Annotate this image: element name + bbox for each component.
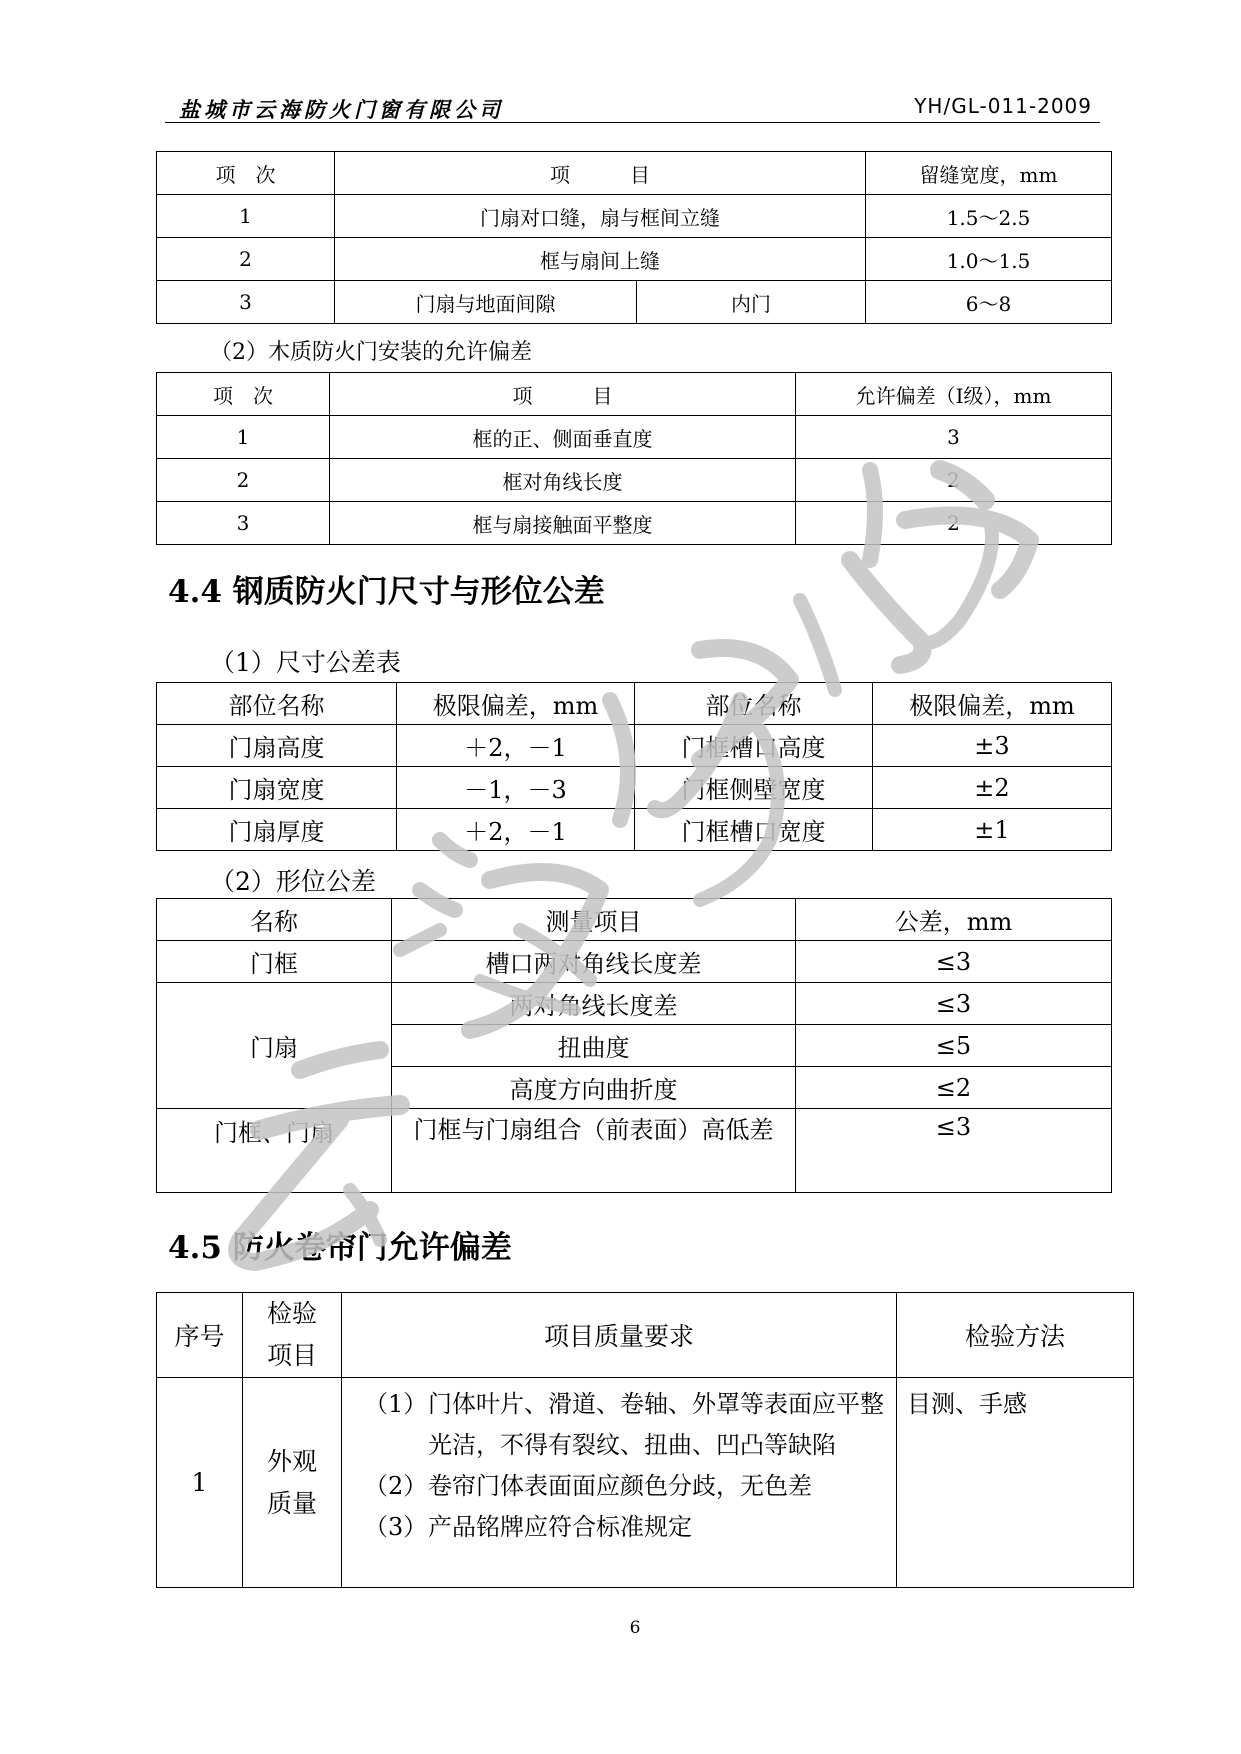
- header-method: 检验方法: [897, 1293, 1134, 1378]
- row-value: 2: [796, 502, 1112, 545]
- cell-no: 1: [157, 1378, 243, 1588]
- table-header-row: [157, 1293, 1134, 1378]
- requirement-list: [342, 1378, 897, 1588]
- cell-method: 目测、手感: [897, 1378, 1134, 1588]
- row-no: 3: [157, 502, 330, 545]
- list-text: 门体叶片、滑道、卷轴、外罩等表面应平整光洁，不得有裂纹、扭曲、凹凸等缺陷: [428, 1390, 884, 1459]
- cell-measure: 槽口两对角线长度差: [392, 941, 796, 983]
- table-row: [157, 1109, 1112, 1193]
- header-tolerance: 公差，mm: [796, 899, 1112, 941]
- caption-wood-door: （2）木质防火门安装的允许偏差: [210, 340, 532, 365]
- row-item: 门扇与地面间隙: [335, 281, 637, 324]
- section-heading-4-4: 4.4 钢质防火门尺寸与形位公差: [168, 574, 605, 610]
- rolling-door-table: [156, 1292, 1134, 1588]
- table-row: [157, 1378, 1134, 1588]
- table-header-row: [157, 152, 1112, 195]
- cell-name: 门框、门扇: [157, 1109, 392, 1193]
- cell-deviation: ±1: [873, 809, 1112, 851]
- header-value: 允许偏差（Ⅰ级），mm: [796, 373, 1112, 416]
- row-item: 框对角线长度: [330, 459, 796, 502]
- page-header: [165, 92, 1100, 123]
- wood-door-deviation-table: [156, 372, 1112, 545]
- row-item: 框的正、侧面垂直度: [330, 416, 796, 459]
- list-item: [364, 1507, 890, 1548]
- row-no: 2: [157, 238, 335, 281]
- list-number: （3）: [364, 1513, 428, 1541]
- header-no: 序号: [157, 1293, 243, 1378]
- table-row: [157, 459, 1112, 502]
- cell-name: 门扇: [157, 983, 392, 1109]
- header-value: 留缝宽度，mm: [866, 152, 1112, 195]
- cell-deviation: ＋2，－1: [397, 725, 635, 767]
- cell-part: 门框侧壁宽度: [635, 767, 873, 809]
- header-part: 部位名称: [635, 683, 873, 725]
- row-value: 1.0～1.5: [866, 238, 1112, 281]
- header-item: 项 目: [335, 152, 866, 195]
- table-row: [157, 281, 1112, 324]
- cell-part: 门扇宽度: [157, 767, 397, 809]
- header-deviation: 极限偏差，mm: [873, 683, 1112, 725]
- document-code: YH/GL-011-2009: [914, 94, 1092, 118]
- cell-part: 门扇厚度: [157, 809, 397, 851]
- header-deviation: 极限偏差，mm: [397, 683, 635, 725]
- cell-measure: 扭曲度: [392, 1025, 796, 1067]
- cell-part: 门框槽口宽度: [635, 809, 873, 851]
- list-text: 卷帘门体表面面应颜色分歧，无色差: [428, 1472, 812, 1500]
- cell-deviation: ±2: [873, 767, 1112, 809]
- row-no: 2: [157, 459, 330, 502]
- table-row: [157, 725, 1112, 767]
- list-text: 产品铭牌应符合标准规定: [428, 1513, 692, 1541]
- row-value: 2: [796, 459, 1112, 502]
- cell-measure: 两对角线长度差: [392, 983, 796, 1025]
- table-header-row: [157, 373, 1112, 416]
- header-item: 项 目: [330, 373, 796, 416]
- size-tolerance-table: [156, 682, 1112, 851]
- caption-form-tolerance: （2）形位公差: [210, 867, 376, 896]
- cell-tolerance: ≤5: [796, 1025, 1112, 1067]
- list-number: （2）: [364, 1472, 428, 1500]
- header-no: 项 次: [157, 373, 330, 416]
- cell-tolerance: ≤3: [796, 941, 1112, 983]
- row-value: 1.5～2.5: [866, 195, 1112, 238]
- table-row: [157, 941, 1112, 983]
- table-header-row: [157, 683, 1112, 725]
- table-header-row: [157, 899, 1112, 941]
- cell-tolerance: ≤3: [796, 1109, 1112, 1193]
- list-number: （1）: [364, 1390, 428, 1418]
- row-no: 3: [157, 281, 335, 324]
- cell-deviation: －1，－3: [397, 767, 635, 809]
- cell-deviation: ±3: [873, 725, 1112, 767]
- header-part: 部位名称: [157, 683, 397, 725]
- cell-tolerance: ≤2: [796, 1067, 1112, 1109]
- table-row: [157, 767, 1112, 809]
- cell-part: 门框槽口高度: [635, 725, 873, 767]
- caption-size-tolerance: （1）尺寸公差表: [210, 648, 401, 677]
- cell-deviation: ＋2，－1: [397, 809, 635, 851]
- cell-tolerance: ≤3: [796, 983, 1112, 1025]
- row-no: 1: [157, 416, 330, 459]
- list-item: [364, 1466, 890, 1507]
- cell-measure: 门框与门扇组合（前表面）高低差: [392, 1109, 796, 1193]
- table-row: [157, 502, 1112, 545]
- row-value: 6～8: [866, 281, 1112, 324]
- table-row: [157, 238, 1112, 281]
- row-item: 框与扇接触面平整度: [330, 502, 796, 545]
- table-row: [157, 416, 1112, 459]
- header-item: 检验项目: [243, 1293, 342, 1378]
- header-requirement: 项目质量要求: [342, 1293, 897, 1378]
- gap-width-table: [156, 151, 1112, 324]
- cell-part: 门扇高度: [157, 725, 397, 767]
- cell-measure: 高度方向曲折度: [392, 1067, 796, 1109]
- cell-item: 外观质量: [243, 1378, 342, 1588]
- table-row: [157, 809, 1112, 851]
- row-no: 1: [157, 195, 335, 238]
- page-number: 6: [629, 1618, 641, 1638]
- company-name: 盐城市云海防火门窗有限公司: [179, 98, 504, 122]
- row-item: 框与扇间上缝: [335, 238, 866, 281]
- table-row: [157, 983, 1112, 1025]
- section-heading-4-5: 4.5 防火卷帘门允许偏差: [168, 1230, 512, 1266]
- table-row: [157, 195, 1112, 238]
- header-no: 项 次: [157, 152, 335, 195]
- cell-name: 门框: [157, 941, 392, 983]
- form-tolerance-table: [156, 898, 1112, 1193]
- row-value: 3: [796, 416, 1112, 459]
- header-measure: 测量项目: [392, 899, 796, 941]
- row-sub: 内门: [637, 281, 866, 324]
- header-name: 名称: [157, 899, 392, 941]
- row-item: 门扇对口缝，扇与框间立缝: [335, 195, 866, 238]
- list-item: [364, 1384, 890, 1466]
